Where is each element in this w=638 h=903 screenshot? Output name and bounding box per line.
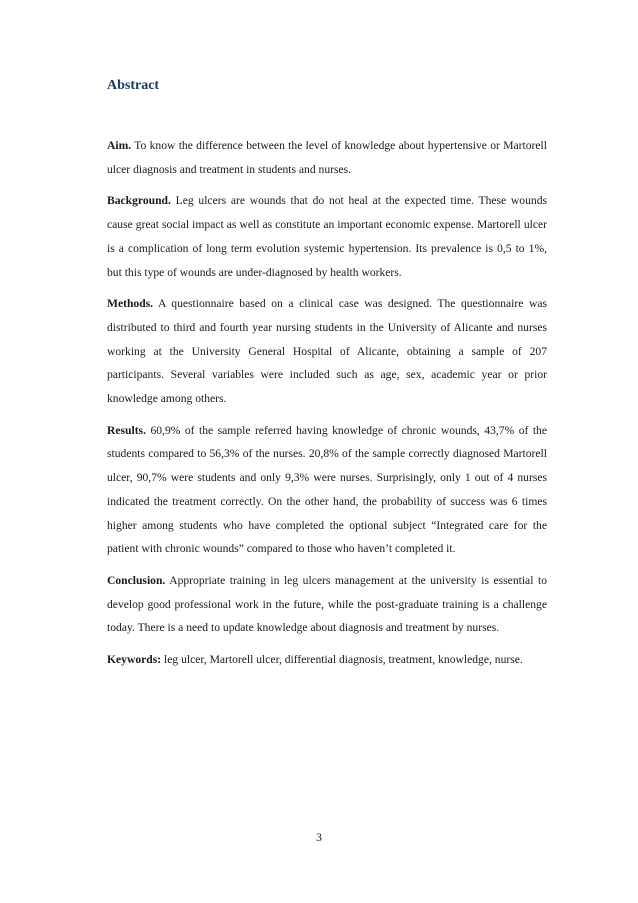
results-label: Results. bbox=[107, 423, 146, 437]
background-paragraph bbox=[107, 189, 547, 284]
methods-text: A questionnaire based on a clinical case was designed. The questionnaire was distributed to third and fourth year nursing students in the University of Alicante and nurses working at the University General Hospital of Alicante, obtaining a sample of 207 participants. Several variables were included such as age, sex, academic year or prior knowledge among others. bbox=[107, 297, 547, 406]
abstract-body bbox=[107, 134, 547, 680]
aim-label: Aim. bbox=[107, 139, 132, 152]
conclusion-label: Conclusion. bbox=[107, 573, 166, 587]
methods-label: Methods. bbox=[107, 297, 154, 311]
results-text: 60,9% of the sample referred having knowledge of chronic wounds, 43,7% of the students compared to 56,3% of the nurses. 20,8% of the sample correctly diagnosed Martorell ulcer, 90,7% were students and only 9,3% were nurses. Surprisingly, only 1 out of 4 nurses indicated the treatment correctly. On the other hand, the probability of success was 6 times higher among students who have completed the optional subject “Integrated care for the patient with chronic wounds” compared to those who haven’t completed it. bbox=[107, 423, 547, 556]
results-paragraph bbox=[107, 419, 547, 561]
methods-paragraph bbox=[107, 292, 547, 411]
keywords-paragraph bbox=[107, 648, 547, 672]
keywords-text: leg ulcer, Martorell ulcer, differential diagnosis, treatment, knowledge, nurse. bbox=[161, 653, 523, 667]
background-text: Leg ulcers are wounds that do not heal at the expected time. These wounds cause great social impact as well as constitute an important economic expense. Martorell ulcer is a complication of long term evolution systemic hypertension. Its prevalence is 0,5 to 1%, but this type of wounds are under-diagnosed by health workers. bbox=[107, 194, 547, 279]
aim-paragraph bbox=[107, 134, 547, 181]
conclusion-text: Appropriate training in leg ulcers management at the university is essential to develop good professional work in the future, while the post-graduate training is a challenge today. There is a need to update knowledge about diagnosis and treatment by nurses. bbox=[107, 573, 547, 635]
background-label: Background. bbox=[107, 194, 171, 208]
keywords-label: Keywords: bbox=[107, 653, 162, 667]
conclusion-paragraph bbox=[107, 569, 547, 640]
aim-text: To know the difference between the level of knowledge about hypertensive or Martorell ulcer diagnosis and treatment in students and nurses. bbox=[107, 139, 547, 176]
page-number: 3 bbox=[316, 831, 322, 844]
abstract-heading: Abstract bbox=[107, 78, 160, 93]
